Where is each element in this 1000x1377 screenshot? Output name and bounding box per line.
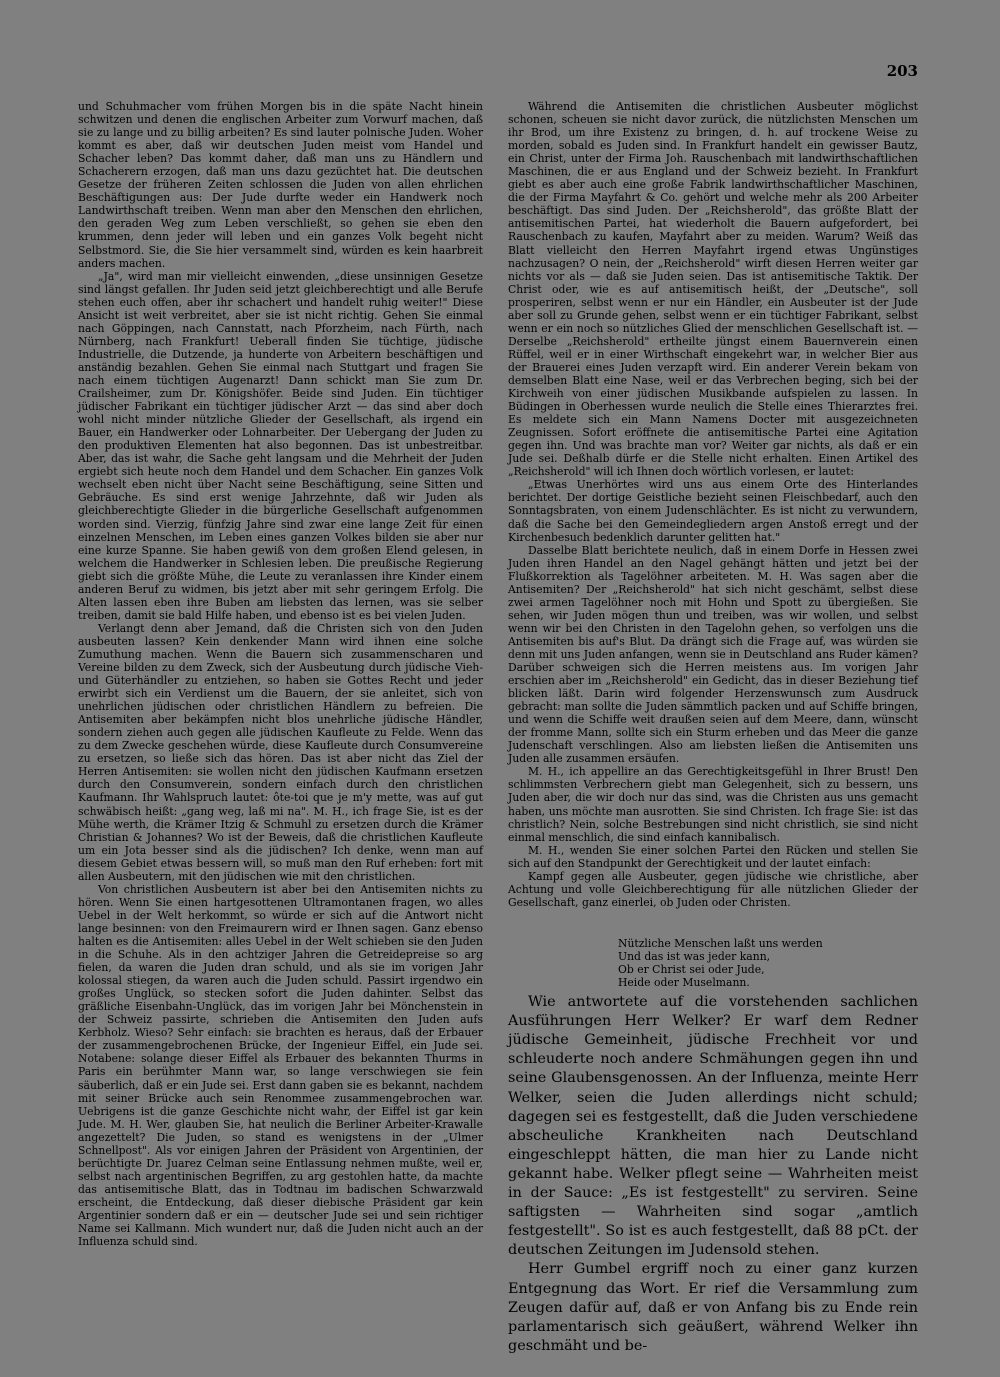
paragraph: Während die Antisemiten die christlichen Ausbeuter möglichst schonen, scheuen sie nicht davor zurück, die nützlichsten Menschen um ihr Brod, um ihre Existenz zu bringen, d. h. auf trockene Weise zu morden, sobald es Juden sind. In Frankfurt handelt ein gewisser Bautz, ein Christ, unter der Firma Joh. Rauschenbach mit landwirthschaftlichen Maschinen, die er aus England und der Schweiz bezieht. In Frankfurt giebt es aber auch eine große Fabrik landwirthschaftlicher Maschinen, die der Firma Mayfahrt & Co. gehört und welche mehr als 200 Arbeiter beschäftigt. Das sind Juden. Der „Reichsherold", das größte Blatt der antisemitischen Partei, hat wiederholt die Bauern aufgefordert, bei Rauschenbach zu kaufen, Mayfahrt aber zu meiden. Warum? Weiß das Blatt vielleicht den Herren Mayfahrt irgend etwas Ungünstiges nachzusagen? O nein, der „Reichsherold" wirft diesen Herren weiter gar nichts vor als — daß sie Juden seien. Das ist antisemitische Taktik. Der Christ oder, wie es auf antisemitisch heißt, der „Deutsche", soll prosperiren, selbst wenn er nur ein Händler, ein Ausbeuter ist der Jude aber soll zu Grunde gehen, selbst wenn er ein tüchtiger Fabrikant, selbst wenn er ein noch so nützliches Glied der menschlichen Gesellschaft ist. — Derselbe „Reichsherold" ertheilte jüngst einem Bauernverein einen Rüffel, weil er in einer Wirthschaft eingekehrt war, in welcher Bier aus der Brauerei eines Juden verzapft wird. Ein anderer Verein bekam von demselben Blatt eine Nase, weil er das Verbrechen beging, sich bei der Kirchweih von einer jüdischen Musikbande aufspielen zu lassen. In Büdingen in Oberhessen wurde neulich die Stelle eines Thierarztes frei. Es meldete sich ein Mann Namens Docter mit ausgezeichneten Zeugnissen. Sofort eröffnete die antisemitische Partei eine Agitation gegen ihn. Und was brachte man vor? Weiter gar nichts, als daß er ein Jude sei. Deßhalb dürfe er die Stelle nicht erhalten. Einen Artikel des „Reichsherold" will ich Ihnen doch wörtlich vorlesen, er lautet:	[508, 100, 918, 479]
quotation: Kampf gegen alle Ausbeuter, gegen jüdische wie christliche, aber Achtung und volle Gleichberechtigung für alle nützlichen Glieder der Gesellschaft, ganz einerlei, ob Juden oder Christen.	[508, 869, 918, 909]
verse-line: Ob er Christ sei oder Jude,	[618, 963, 765, 976]
page-number: 203	[886, 62, 918, 80]
verse	[618, 937, 918, 989]
paragraph: „Ja", wird man mir vielleicht einwenden, „diese unsinnigen Gesetze sind längst gefallen. Ihr Juden seid jetzt gleichberechtigt und alle Berufe stehen euch offen, aber ihr schachert und handelt ruhig weiter!" Diese Ansicht ist weit verbreitet, aber sie ist nicht richtig. Gehen Sie einmal nach Göppingen, nach Cannstatt, nach Pforzheim, nach Fürth, nach Nürnberg, nach Frankfurt! Ueberall finden Sie tüchtige, jüdische Industrielle, die Dutzende, ja hunderte von Arbeitern beschäftigen und anständig bezahlen. Gehen Sie einmal nach Stuttgart und fragen Sie nach einem tüchtigen Augenarzt! Dann schickt man Sie zum Dr. Crailsheimer, zum Dr. Königshöfer. Beide sind Juden. Ein tüchtiger jüdischer Fabrikant ein tüchtiger jüdischer Arzt — das sind aber doch wohl nicht minder nützliche Glieder der Gesellschaft, als irgend ein Bauer, ein Handwerker oder Lohnarbeiter. Der Uebergang der Juden zu den produktiven Elementen hat also begonnen. Das ist unbestreitbar. Aber, das ist wahr, die Sache geht langsam und die Mehrheit der Juden ergiebt sich heute noch dem Handel und dem Schacher. Ein ganzes Volk wechselt eben nicht über Nacht seine Beschäftigung, seine Sitten und Gebräuche. Es sind erst wenige Jahrzehnte, daß wir Juden als gleichberechtigte Glieder in die bürgerliche Gesellschaft aufgenommen worden sind. Vierzig, fünfzig Jahre sind zwar eine lange Zeit für einen einzelnen Menschen, im Leben eines ganzen Volkes bilden sie aber nur eine kurze Spanne. Sie haben gewiß von dem großen Elend gelesen, in welchem die Handwerker in Schlesien leben. Die preußische Regierung giebt sich die größte Mühe, die Leute zu veranlassen ihre Kinder einem anderen Beruf zu widmen, bis jetzt aber mit sehr geringem Erfolg. Die Alten lassen eben ihre Buben am liebsten das lernen, was sie selber treiben, damit sie bald Hilfe haben, und ebenso ist es bei vielen Juden.	[78, 269, 483, 622]
report-paragraph: Herr Gumbel ergriff noch zu einer ganz kurzen Entgegnung das Wort. Er rief die Versammlung zum Zeugen dafür auf, daß er von Anfang bis zu Ende rein parlamentarisch sich geäußert, während Welker ihn geschmäht und be-	[508, 1261, 918, 1354]
right-column	[508, 100, 918, 1356]
paragraph: Von christlichen Ausbeutern ist aber bei den Antisemiten nichts zu hören. Wenn Sie einen hartgesottenen Ultramontanen fragen, wo alles Uebel in der Welt herkommt, so würde er sich auf die Antwort nicht lange besinnen: von den Freimaurern wird er Ihnen sagen. Ganz ebenso halten es die Antisemiten: alles Uebel in der Welt schieben sie den Juden in die Schuhe. Als in den achtziger Jahren die Getreidepreise so arg fielen, da waren die Juden dran schuld, und als sie im vorigen Jahr kolossal stiegen, da waren auch die Juden schuld. Passirt irgendwo ein großes Unglück, so stecken sofort die Juden dahinter. Selbst das gräßliche Eisenbahn-Unglück, das im vorigen Jahr bei Mönchenstein in der Schweiz passirte, schrieben die Antisemiten den Juden aufs Kerbholz. Wieso? Sehr einfach: sie brachten es heraus, daß der Erbauer der zusammengebrochenen Brücke, der Ingenieur Eiffel, ein Jude sei. Notabene: solange dieser Eiffel als Erbauer des bekannten Thurms in Paris ein berühmter Mann war, so lange verschwiegen sie fein säuberlich, daß er ein Jude sei. Erst dann gaben sie es bekannt, nachdem mit seiner Brücke auch sein Renommee zusammengebrochen war. Uebrigens ist die ganze Geschichte nicht wahr, der Eiffel ist gar kein Jude. M. H. Wer, glauben Sie, hat neulich die Berliner Arbeiter-Krawalle angezettelt? Die Juden, so stand es wenigstens in der „Ulmer Schnellpost". Als vor einigen Jahren der Präsident von Argentinien, der berüchtigte Dr. Juarez Celman seine Entlassung nehmen mußte, weil er, selbst nach argentinischen Begriffen, zu arg gestohlen hatte, da machte das antisemitische Blatt, das in Todtnau im badischen Schwarzwald erscheint, die Entdeckung, daß dieser diebische Präsident gar kein Argentinier sondern daß er ein — deutscher Jude sei und sein richtiger Name sei Kallmann. Mich wundert nur, daß die Juden nicht auch an der Influenza schuld sind.	[78, 882, 483, 1249]
paragraph: und Schuhmacher vom frühen Morgen bis in die späte Nacht hinein schwitzen und denen die englischen Arbeiter zum Vorwurf machen, daß sie zu lange und zu billig arbeiten? Es sind lauter polnische Juden. Woher kommt es aber, daß wir deutschen Juden meist vom Handel und Schacher leben? Das kommt daher, daß man uns zu Händlern und Schacherern erzogen, daß man uns dazu gezüchtet hat. Die deutschen Gesetze der früheren Zeiten schlossen die Juden von allen ehrlichen Beschäftigungen aus: Der Jude durfte weder ein Handwerk noch Landwirthschaft treiben. Wenn man aber den Menschen den ehrlichen, den geraden Weg zum Leben verschließt, so gehen sie eben den krummen, denn jeder will leben und ein ganzes Volk begeht nicht Selbstmord. Sie, die Sie hier versammelt sind, würden es kein haarbreit anders machen.	[78, 100, 483, 270]
left-column	[78, 100, 483, 1248]
report-paragraph: Wie antwortete auf die vorstehenden sachlichen Ausführungen Herr Welker? Er warf dem Redner jüdische Gemeinheit, jüdische Frechheit vor und schleuderte noch andere Schmähungen gegen ihn und seine Glaubensgenossen. An der Influenza, meinte Herr Welker, seien die Juden allerdings nicht schuld; dagegen sei es festgestellt, daß die Juden verschiedene abscheuliche Krankheiten nach Deutschland eingeschleppt hätten, die man hier zu Lande nicht gekannt habe. Welker pflegt seine — Wahrheiten meist in der Sauce: „Es ist festgestellt" zu serviren. Seine saftigsten — Wahrheiten sind sogar „amtlich festgestellt". So ist es auch festgestellt, daß 88 pCt. der deutschen Zeitungen im Judensold stehen.	[508, 994, 918, 1259]
paragraph: Dasselbe Blatt berichtete neulich, daß in einem Dorfe in Hessen zwei Juden ihren Handel an den Nagel gehängt hätten und jetzt bei der Flußkorrektion als Tagelöhner arbeiteten. M. H. Was sagen aber die Antisemiten? Der „Reichsherold" hat sich nicht geschämt, selbst diese zwei armen Tagelöhner noch mit Hohn und Spott zu übergießen. Sie sehen, wir Juden mögen thun und treiben, was wir wollen, und selbst wenn wir bei den Christen in den Tagelohn gehen, so verfolgen uns die Antisemiten bis auf's Blut. Da drängt sich die Frage auf, was würden sie denn mit uns Juden anfangen, wenn sie in Deutschland ans Ruder kämen? Darüber schweigen sich die Herren meistens aus. Im vorigen Jahr erschien aber im „Reichsherold" ein Gedicht, das in dieser Beziehung tief blicken läßt. Darin wird folgender Herzenswunsch zum Ausdruck gebracht: man sollte die Juden sämmtlich packen und auf Schiffe bringen, und wenn die Schiffe weit draußen seien auf dem Meere, dann, wünscht der fromme Mann, sollte sich ein Sturm erheben und das Meer die ganze Judenschaft verschlingen. Also am liebsten ließen die Antisemiten uns Juden alle zusammen ersäufen.	[508, 543, 918, 766]
verse-line: Und das ist was jeder kann,	[618, 949, 771, 963]
verse-line: Heide oder Muselmann.	[618, 976, 750, 990]
paragraph: Verlangt denn aber Jemand, daß die Christen sich von den Juden ausbeuten lassen? Kein denkender Mann wird ihnen eine solche Zumuthung machen. Wenn die Bauern sich zusammenscharen und Vereine bilden zu dem Zweck, sich der Ausbeutung durch jüdische Vieh- und Güterhändler zu entziehen, so haben sie Gottes Recht und jeder erwirbt sich ein Verdienst um die Bauern, der sie anleitet, sich von unehrlichen jüdischen oder christlichen Händlern zu befreien. Die Antisemiten aber bekämpfen nicht blos unehrliche jüdische Händler, sondern ziehen auch gegen alle jüdischen Kaufleute zu Felde. Wenn das zu dem Zwecke geschehen würde, diese Kaufleute durch Consumvereine zu ersetzen, so ließe sich das hören. Das ist aber nicht das Ziel der Herren Antisemiten: sie wollen nicht den jüdischen Kaufmann ersetzen durch den Consumverein, sondern einfach durch den christlichen Kaufmann. Ihr Wahlspruch lautet: ôte-toi que je m'y mette, was auf gut schwäbisch heißt: „gang weg, laß mi na". M. H., ich frage Sie, ist es der Mühe werth, die Krämer Itzig & Schmuhl zu ersetzen durch die Krämer Christian & Johannes? Wo ist der Beweis, daß die christlichen Kaufleute um ein Jota besser sind als die jüdischen? Ich denke, wenn man auf diesem Gebiet etwas bessern will, so muß man den Ruf erheben: fort mit allen Ausbeutern, mit den jüdischen wie mit den christlichen.	[78, 621, 483, 883]
quotation: „Etwas Unerhörtes wird uns aus einem Orte des Hinterlandes berichtet. Der dortige Geistliche bezieht seinen Fleischbedarf, auch den Sonntagsbraten, von einem Judenschlächter. Es ist nicht zu verwundern, daß die Sache bei den Gemeindegliedern argen Anstoß erregt und der Kirchenbesuch bedenklich darunter gelitten hat."	[508, 478, 918, 544]
paragraph: M. H., ich appellire an das Gerechtigkeitsgefühl in Ihrer Brust! Den schlimmsten Verbrechern giebt man Gelegenheit, sich zu bessern, uns Juden aber, die wir doch nur das sind, was die Christen aus uns gemacht haben, uns möchte man ausrotten. Sie sind Christen. Ich frage Sie: ist das christlich? Nein, solche Bestrebungen sind nicht christlich, sie sind nicht einmal menschlich, die sind einfach kannibalisch.	[508, 765, 918, 844]
verse-line: Nützliche Menschen laßt uns werden	[618, 936, 823, 950]
paragraph: M. H., wenden Sie einer solchen Partei den Rücken und stellen Sie sich auf den Standpunkt der Gerechtigkeit und der lautet einfach:	[508, 843, 918, 870]
